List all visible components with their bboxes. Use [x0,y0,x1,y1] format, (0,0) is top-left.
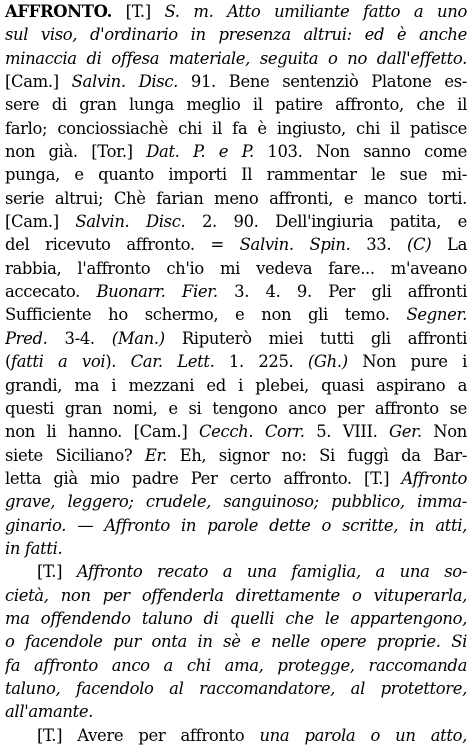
text-line [5,560,467,583]
text-segment: rabbia, l'affronto ch'io mi vedeva fare... m'aveano [5,258,467,278]
text-segment: La [431,235,467,255]
text-line [5,303,467,326]
italic-text: Affronto recato a una famiglia, a una so- [76,562,467,582]
italic-text: Salvin. Disc. [71,72,179,92]
italic-text: minaccia di offesa materiale, seguita o no dall'effetto. [5,48,467,68]
text-line [5,514,467,537]
text-line [5,724,467,747]
italic-text: sul viso, d'ordinario in presenza altrui: ed è anche [5,25,467,45]
text-line [5,93,467,116]
italic-text: Dat. P. e P. [146,142,254,162]
italic-text: fatti a voi [11,352,106,372]
text-line [5,630,467,653]
text-line [5,210,467,233]
text-segment: siete Siciliano? [5,445,145,465]
italic-text: all'amante. [5,702,94,722]
text-segment: [Cam.] [5,72,72,92]
text-line [5,140,467,163]
text-line [5,537,467,560]
text-line [5,257,467,280]
text-segment: [Cam.] [5,212,76,232]
text-line [5,163,467,186]
text-line [5,700,467,723]
text-line [5,117,467,140]
italic-text: cietà, non per offenderla direttamente o vituperarla, [5,585,467,605]
text-segment: [T.] [37,562,77,582]
text-line [5,444,467,467]
italic-text: Ger. [389,422,422,442]
text-line [5,0,467,23]
italic-text: Salvin. Disc. [75,212,186,232]
text-segment: 3-4. [47,328,112,348]
text-segment: sere di gran lunga meglio il patire affronto, che il [5,95,467,115]
text-line [5,350,467,373]
text-line [5,654,467,677]
text-segment: non già. [Tor.] [5,142,147,162]
text-segment: non li hanno. [Cam.] [5,422,199,442]
text-line [5,490,467,513]
text-segment: 3. 4. 9. Per gli affronti [217,282,467,302]
text-segment: [T.] Avere per affronto [37,725,260,745]
text-line [5,327,467,350]
text-line [5,677,467,700]
italic-text: una parola o un atto, [259,725,467,745]
italic-text: (Man.) [111,328,165,348]
text-segment: Sufficiente ho schermo, e non gli temo. [5,305,407,325]
text-segment: farlo; conciossiachè chi il fa è ingiusto, chi il patisce [5,118,467,138]
text-segment: Non [421,422,467,442]
text-line [5,187,467,210]
text-segment: letta già mio padre Per certo affronto. [T.] [5,468,402,488]
italic-text: Er. [144,445,168,465]
text-segment: ( [5,352,12,372]
italic-text: Pred. [5,328,48,348]
text-line [5,47,467,70]
text-segment: 5. VIII. [304,422,390,442]
text-segment: accecato. [5,282,97,302]
text-segment: 1. 225. [214,352,308,372]
italic-text: (C) [407,235,432,255]
italic-text: Affronto [401,468,467,488]
italic-text: ginario. — Affronto in parole dette o scritte, in atti, [5,515,467,535]
text-segment: Non pure i [347,352,467,372]
italic-text: ma offendendo taluno di quelli che le appartengono, [5,608,467,628]
text-line [5,23,467,46]
italic-text: Car. Lett. [130,352,215,372]
text-line [5,280,467,303]
text-segment: 91. Bene sentenziò Platone es- [178,72,467,92]
italic-text: S. m. Atto umiliante fatto a uno [164,2,467,21]
text-line [5,607,467,630]
text-line [5,467,467,490]
text-segment: Riputerò miei tutti gli affronti [164,328,467,348]
text-segment: Eh, signor no: Si fuggì da Bar- [167,445,467,465]
italic-text: Salvin. Spin. [239,235,351,255]
italic-text: fa affronto anco a chi ama, protegge, raccomanda [5,655,467,675]
italic-text: grave, leggero; crudele, sanguinoso; pubblico, imma- [5,492,467,512]
dictionary-entry-affronto [5,0,467,747]
text-segment: grandi, ma i mezzani ed i plebei, quasi aspirano a [5,375,467,395]
italic-text: Cecch. Corr. [198,422,305,442]
italic-text: in fatti. [5,538,63,558]
text-line [5,374,467,397]
text-segment: del ricevuto affronto. = [5,235,240,255]
text-segment: 2. 90. Dell'ingiuria patita, e [185,212,467,232]
text-segment: ). [105,352,131,372]
text-segment: questi gran nomi, e si tengono anco per affronto se [5,398,467,418]
italic-text: (Gh.) [307,352,348,372]
italic-text: Buonarr. Fier. [96,282,218,302]
text-line [5,584,467,607]
text-segment: 103. Non sanno come [253,142,467,162]
text-segment: punga, e quanto importi Il rammentar le sue mi- [5,165,467,185]
text-segment: serie altrui; Chè farian meno affronti, e manco torti. [5,188,467,208]
text-line [5,420,467,443]
text-line [5,397,467,420]
italic-text: Segner. [406,305,467,325]
text-line [5,70,467,93]
text-segment: 33. [350,235,407,255]
italic-text: o facendole pur onta in sè e nelle opere proprie. Si [5,632,467,652]
headword: AFFRONTO. [5,2,112,21]
italic-text: taluno, facendolo al raccomandatore, al protettore, [5,678,467,698]
text-line [5,233,467,256]
text-segment: [T.] [111,2,165,21]
